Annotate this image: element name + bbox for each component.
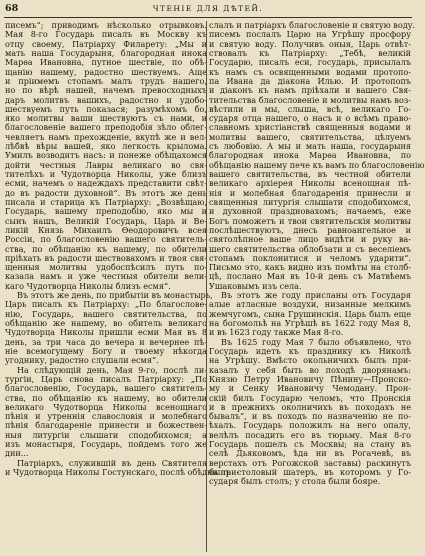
text-line: цѣ, послано Мая въ 10-й день съ Матвѣемъ xyxy=(209,271,411,282)
page-header xyxy=(0,0,416,18)
text-line: съ любовію. А мы и мать наша, государыня xyxy=(209,141,411,152)
text-line: казалъ у себя быть во походѣ дворянамъ: xyxy=(209,364,411,375)
text-line: нія и молебная благодаренія принесли и xyxy=(209,187,411,198)
text-line: ства, по обѣщанію къ нашему, во обители xyxy=(5,392,207,403)
text-line: есми, начемъ о надеждахъ представити свѣт- xyxy=(5,178,207,189)
text-line: мать наша Государыня, благородная инока xyxy=(5,47,207,58)
text-line: Князю Петру Ивановичу Пѣнину—Пронско- xyxy=(209,373,411,384)
text-line: Умилъ возводитъ насъ: и понеже обѣщахомся xyxy=(5,150,207,161)
text-line: Въ этотъ же день, по прибытіи въ монастырь, xyxy=(17,290,213,301)
text-line: и въ 1623 году также Мая 8-го. xyxy=(209,327,344,338)
text-line: послѣшествуютъ, днесь равноангельное и xyxy=(209,224,411,235)
text-line: скій билъ Государю челомъ, что Пронскія xyxy=(209,392,411,403)
text-line: Государь, вашему преподобію, яко мы и xyxy=(5,206,207,217)
text-line: священныя литургія слышати сподобихомся, xyxy=(209,196,411,207)
text-line: но по вѣрѣ нашей, начемъ превосходныхъ xyxy=(5,85,207,96)
left-column xyxy=(5,20,240,477)
text-line: лѣбвѣ вѣры вашей, яко легкость крылома. xyxy=(5,141,207,152)
text-line: Богъ поможетъ и твои святительскія молитвы xyxy=(209,215,411,226)
text-line: отцу своему, Патріарху Филарету: „Мы и xyxy=(5,38,207,49)
text-line: Въ 1625 году Мая 7 было объявлено, что xyxy=(221,336,411,347)
text-line: Чудотворца Николы пришли есми Мая въ 8 xyxy=(5,327,207,338)
text-line: пѣнія и утреннія славословія и молебнаго xyxy=(5,411,207,422)
text-line: вашего святительства, въ честной обители xyxy=(209,169,411,179)
text-line: сударя отца нашего, о насъ и о всѣмъ право- xyxy=(209,113,411,124)
text-line: обѣщанію же нашему, во обитель великаго xyxy=(5,318,207,328)
text-line: Патріархъ, служившій въ день Святителя xyxy=(17,457,207,468)
text-line: стопамъ поклонитися и челомъ ударити“. xyxy=(209,252,411,263)
text-line: на богомольѣ на Угрѣшѣ въ 1622 году Мая 8, xyxy=(209,318,411,328)
text-line: Государь пошелъ съ Москвы; на стану въ xyxy=(209,439,411,450)
text-line: и духовной праздновахомъ; начаемъ, еже xyxy=(209,206,411,217)
text-line: бывалъ“, и въ походъ по назначенію не по- xyxy=(209,411,411,422)
text-line: пѣнія благодареніе принести и божествен- xyxy=(5,420,207,431)
text-line: нію, Государь, вашего святительства, по xyxy=(5,308,207,319)
text-line: жемчугомъ, сына Грушинскія. Царь былъ еще xyxy=(209,308,411,319)
text-line: благословенію, Государь, вашего святитель- xyxy=(5,383,207,394)
header-rule xyxy=(4,17,412,18)
text-line: шествуемъ путь показася; разумѣхомъ бо, xyxy=(5,103,207,114)
text-line: му и Сенку Ивановичу Чемодану. Прон- xyxy=(209,383,411,394)
text-line: и Чудотворца Николы Гостунскаго, послѣ обѣдни при- xyxy=(5,467,240,477)
text-line: изъ монастыря, Государь, пойдемъ того же xyxy=(5,439,207,450)
page-number: 68 xyxy=(5,3,19,14)
text-line: благословеніе вашего преподобія зѣло облег- xyxy=(5,122,207,133)
text-line: Мая 8-го Государь писалъ въ Москву къ xyxy=(5,29,207,40)
text-line: и в прежнихъ околничихъ въ походахъ не xyxy=(209,401,411,412)
text-line: и діаконъ къ намъ пріѣхали и вашего Свя- xyxy=(209,85,411,96)
text-line: ликій Князь Михаилъ Ѳеодоровичъ всея xyxy=(5,224,207,235)
text-line: каго Чудотворца Николы близъ есмя“. xyxy=(5,280,171,291)
text-line: писемъ послалъ Царю на Угрѣшу просфору xyxy=(209,29,411,40)
text-line: былъ столовый шатеръ, въ которомъ у Го- xyxy=(209,467,411,477)
text-line: па Ивана да діакона Илью. И протопопъ xyxy=(209,75,411,86)
text-line: писемъ“; приводимъ нѣсколько отрывковъ. xyxy=(5,20,207,30)
text-line: Россіи, по благословенію вашего святитель- xyxy=(5,234,207,245)
text-line: тительства благословеніе и молитвы намъ воз- xyxy=(209,94,411,105)
text-line: казала намъ и уже честныя обители вели- xyxy=(5,271,207,282)
column-divider xyxy=(206,21,207,552)
text-line: Государь идетъ къ празднику къ Николѣ xyxy=(209,345,411,356)
text-line: Царь писалъ къ Патріарху: „По благослове- xyxy=(5,299,207,310)
text-line: до въ радости духовной“. Въ этотъ же день xyxy=(5,187,207,198)
text-line: обѣщанію нашему пече къ вамъ по благословенію xyxy=(209,159,425,170)
text-line: Въ этотъ же году присланы отъ Государя xyxy=(221,290,411,301)
text-line: благородная инока Марѳа Ивановна, по xyxy=(209,150,411,161)
text-line: великаго архіерея Николы всенощная пѣ- xyxy=(209,178,411,189)
text-line: дни... xyxy=(5,448,29,459)
text-line: Ушаковымъ изъ села. xyxy=(209,280,302,291)
text-line: сударя былъ столъ; у стола были бояре. xyxy=(209,476,381,487)
text-line: и пріимемъ стопамъ малъ трудъ нашего, xyxy=(5,75,207,86)
text-line: яко молитвы ваши шествуютъ съ нами, и xyxy=(5,113,207,124)
text-line: тителѣхъ и Чудотворца Николы, уже близъ xyxy=(5,169,207,179)
text-line: Марѳа Ивановна, путное шествіе, по обѣ- xyxy=(5,57,207,68)
text-line: вѣстили и мы, слыша, всѣ, великаго Го- xyxy=(209,103,411,114)
text-line: день, за три часа до вечера и вечернее пѣ- xyxy=(5,336,207,347)
text-line: ніе всемогущему Богу и твоему нѣкогда xyxy=(5,345,207,356)
text-line: Письмо это, какъ видно изъ помѣты на столб- xyxy=(209,262,411,273)
text-line: чевляетъ намъ прехожденіе, вкупѣ же и вел- xyxy=(5,131,207,142)
text-line: слалъ и патріархъ благословеніе и святую воду. xyxy=(209,20,416,30)
text-line: ства, по обѣщанію къ нашему, по обители xyxy=(5,243,207,254)
text-line: даръ молитвъ вашихъ, радостно и удобо- xyxy=(5,94,207,105)
text-line: къ намъ съ освященными водами протопо- xyxy=(209,66,411,77)
text-line: алые атласные воздухи, низанные мелкимъ xyxy=(209,299,411,310)
text-line: и святую воду. Получивъ оныя, Царь отвѣт- xyxy=(209,38,411,49)
text-line: писала и старица къ Патріарху: „Возвѣщаю, xyxy=(5,196,207,207)
text-line: ствовалъ къ Патріарху: „Тебѣ, великій xyxy=(209,47,411,58)
text-line: великаго Чудотворца Николы всенощнаго xyxy=(5,401,207,412)
running-head: ЧТЕНІЕ ДЛЯ ДѢТЕЙ. xyxy=(152,4,264,13)
right-column xyxy=(209,20,425,487)
text-line: пріѣхать въ радости шествовахомъ и твоя свя- xyxy=(5,252,207,263)
text-line: Государю, писалъ еси, государь, присылалъ xyxy=(209,57,411,68)
text-line: святолѣпное ваше лицо видѣти и руку ва- xyxy=(209,234,411,245)
text-line: славномъ христіанствѣ священныя водами и xyxy=(209,122,411,133)
text-line: щанію нашему, радостно шествуемъ. Аще xyxy=(5,66,207,77)
text-line: сынъ нашъ, Великій Государь, Царь и Ве- xyxy=(5,215,207,226)
text-line: ѣхалъ. Государь положилъ на него опалу, xyxy=(209,420,411,431)
text-line: угоднику, радостно слушали есмя“. xyxy=(5,355,159,366)
text-line: верстахъ отъ Рогожской заставы) раскинутъ xyxy=(209,457,411,468)
text-line: щенныя молитвы удобоспѣсилъ путь по- xyxy=(5,262,207,273)
text-line: шего святительства облобзати и съ веселіемъ xyxy=(209,243,411,254)
text-line: велѣлъ посадить его въ тюрьму. Мая 8-го xyxy=(209,429,411,440)
text-line: селѣ Дьяковомъ, ѣда ни въ Рогачевѣ, въ xyxy=(209,448,411,459)
text-line: на Угрѣшу. Вмѣсто окольничихъ былъ при- xyxy=(209,355,411,366)
text-line: дойти честныя Лавры великаго во свя- xyxy=(5,159,207,170)
text-line: молитвы вашего, святительства, цѣлуемъ xyxy=(209,131,411,142)
text-line: ныя литургіи слышати сподобихомся; а xyxy=(5,429,207,440)
text-line: тургіи, Царь снова писалъ Патріарху: „По xyxy=(5,373,207,384)
text-line: На слѣдующій день, Мая 9-го, послѣ ли- xyxy=(17,364,207,375)
